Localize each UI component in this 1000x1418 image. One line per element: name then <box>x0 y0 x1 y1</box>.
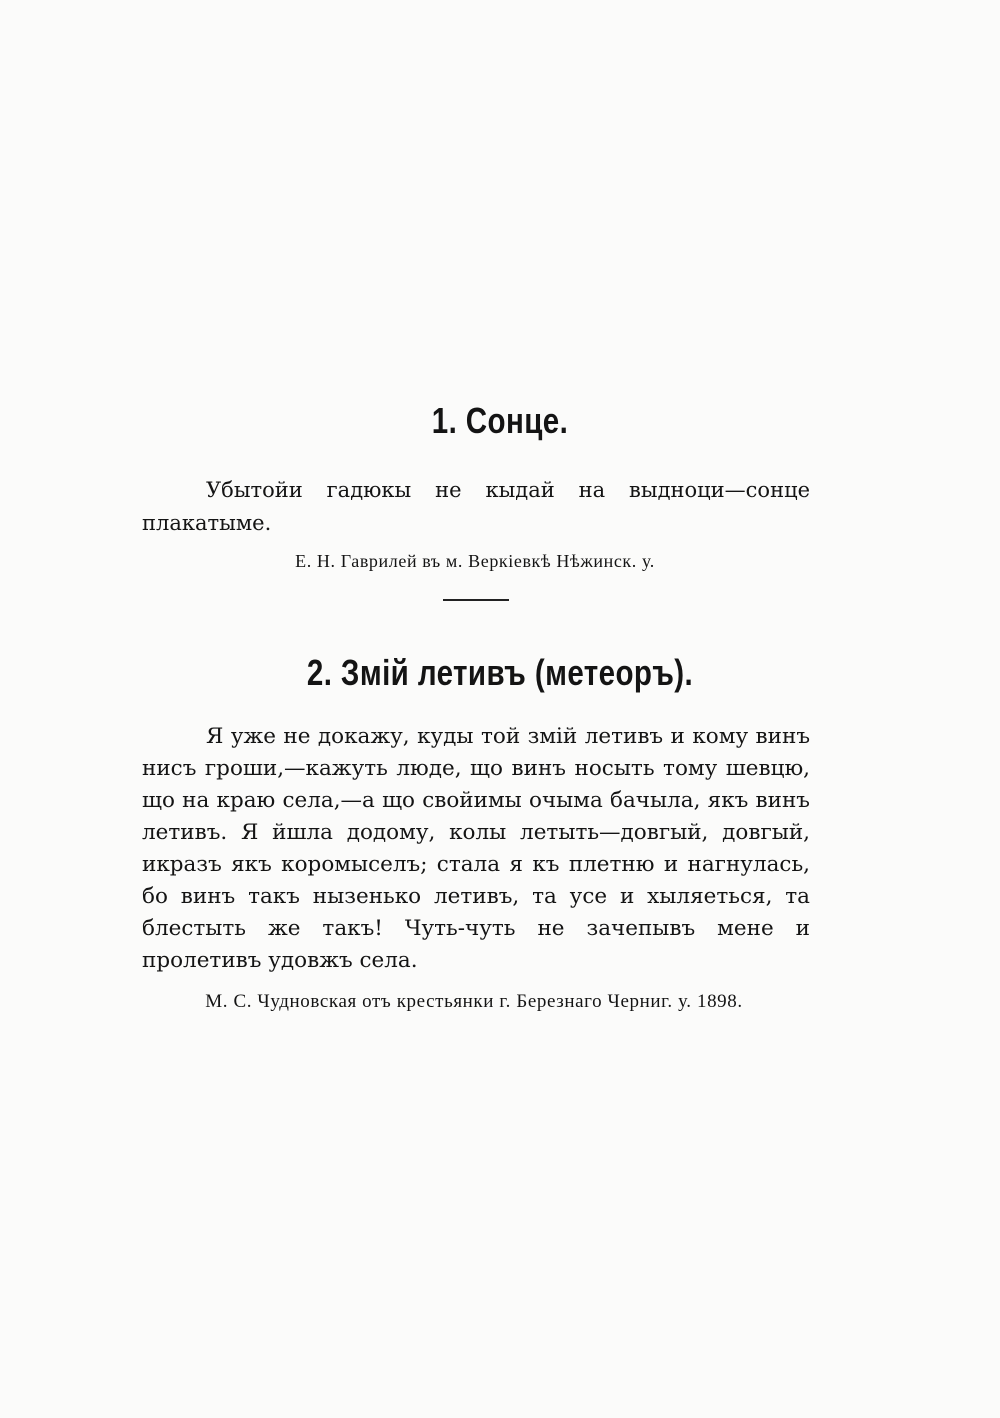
section-divider <box>443 599 509 601</box>
section-1-text: Убытойи гадюкы не кыдай на выдноци—сонце плакатыме. <box>142 478 810 535</box>
section-2-title: 2. Змій летивъ (метеоръ). <box>306 652 694 693</box>
section-2-attribution: М. С. Чудновская отъ крестьянки г. Березнаго Черниг. у. 1898. <box>205 991 743 1012</box>
section-1-attribution: Е. Н. Гаврилей въ м. Веркіевкѣ Нѣжинск. у. <box>295 551 655 571</box>
section-1-title: 1. Сонце. <box>431 400 569 441</box>
section-2-text: Я уже не докажу, куды той змій летивъ и кому винъ нисъ гроши,—кажуть люде, що винъ носыть тому шевцю, що на краю села,—а що свойимы очыма бачыла, якъ винъ летивъ. Я йшла додому, колы летыть—довгый, довгый, икразъ якъ коромыселъ; стала я къ плетню и нагнулась, бо винъ такъ нызенько летивъ, та усе и хыляеться, та блестыть же такъ! Чуть-чуть не зачепывъ мене и пролетивъ удовжъ села. <box>142 724 810 973</box>
